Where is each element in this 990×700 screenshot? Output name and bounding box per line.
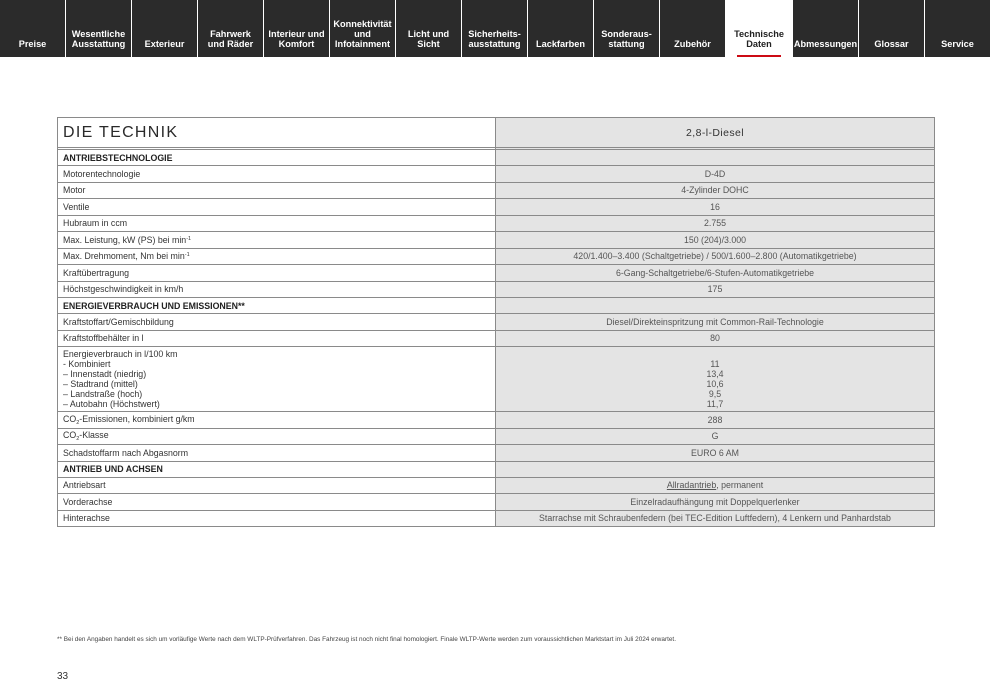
table-row: Max. Leistung, kW (PS) bei $\min^{-1}$ 150 (204)/3.000 <box>58 232 935 249</box>
table-row: Kraftstoffbehälter in l 80 <box>58 330 935 347</box>
table-row: Motorentechnologie D-4D <box>58 166 935 183</box>
section-title: ENERGIEVERBRAUCH UND EMISSIONEN** <box>58 298 496 314</box>
tab-service[interactable]: Service <box>925 0 990 57</box>
table-title: DIE TECHNIK <box>58 118 496 148</box>
page-number: 33 <box>57 671 69 682</box>
tab-konnektivitaet[interactable]: Konnektivität und Infotainment <box>330 0 395 57</box>
tab-fahrwerk-und-raeder[interactable]: Fahrwerk und Räder <box>198 0 263 57</box>
tab-zubehoer[interactable]: Zubehör <box>660 0 725 57</box>
table-row: Max. Drehmoment, Nm bei $\min^{-1}$ 420/1.400–3.400 (Schaltgetriebe) / 500/1.600–2.800 (Automatikgetriebe) <box>58 248 935 265</box>
top-navigation <box>0 0 990 57</box>
table-row: Vorderachse Einzelradaufhängung mit Doppelquerlenker <box>58 494 935 511</box>
table-row: Schadstoffarm nach Abgasnorm EURO 6 AM <box>58 445 935 462</box>
table-row-verbrauch: Energieverbrauch in l/100 km - Kombiniert – Innenstadt (niedrig) – Stadtrand (mittel) – Landstraße (hoch) – Autobahn (Höchstwert) 11 13,4 10,6 9,5 11,7 <box>58 347 935 412</box>
table-row: $CO_2$-Emissionen, kombiniert g/km 288 <box>58 412 935 429</box>
table-row: Hubraum in ccm 2.755 <box>58 215 935 232</box>
spec-table <box>57 117 935 527</box>
table-row: Motor 4-Zylinder DOHC <box>58 182 935 199</box>
tab-lackfarben[interactable]: Lackfarben <box>528 0 593 57</box>
table-row: $CO_2$-Klasse G <box>58 428 935 445</box>
tab-abmessungen[interactable]: Abmessungen <box>793 0 858 57</box>
tab-glossar[interactable]: Glossar <box>859 0 924 57</box>
section-title: ANTRIEB UND ACHSEN <box>58 461 496 477</box>
section-row <box>58 298 935 314</box>
tab-sonderausstattung[interactable]: Sonderaus- stattung <box>594 0 659 57</box>
table-row: Höchstgeschwindigkeit in km/h 175 <box>58 281 935 298</box>
table-row: Kraftübertragung 6-Gang-Schaltgetriebe/6-Stufen-Automatikgetriebe <box>58 265 935 282</box>
tab-exterieur[interactable]: Exterieur <box>132 0 197 57</box>
section-row <box>58 461 935 477</box>
allradantrieb-link[interactable]: Allradantrieb <box>666 480 717 491</box>
table-header-row <box>58 118 935 148</box>
footnote: ** Bei den Angaben handelt es sich um vorläufige Werte nach dem WLTP-Prüfverfahren. Das Fahrzeug ist noch nicht final homologiert. Finale WLTP-Werte werden zum voraussichtlichen Marktstart im Juli 2024 erwartet. <box>57 636 676 643</box>
table-row: Hinterachse Starrachse mit Schraubenfedern (bei TEC-Edition Luftfedern), 4 Lenkern und Panhardstab <box>58 510 935 527</box>
tab-sicherheitsausstattung[interactable]: Sicherheits- ausstattung <box>462 0 527 57</box>
table-row: Antriebsart Allradantrieb, permanent <box>58 477 935 494</box>
tab-technische-daten[interactable]: Technische Daten <box>726 0 792 57</box>
section-row <box>58 150 935 166</box>
table-row: Ventile 16 <box>58 199 935 216</box>
tab-preise[interactable]: Preise <box>0 0 65 57</box>
column-header: 2,8-l-Diesel <box>496 118 935 148</box>
tab-licht-und-sicht[interactable]: Licht und Sicht <box>396 0 461 57</box>
tab-interieur-und-komfort[interactable]: Interieur und Komfort <box>264 0 329 57</box>
section-title: ANTRIEBSTECHNOLOGIE <box>58 150 496 166</box>
table-row: Kraftstoffart/Gemischbildung Diesel/Direkteinspritzung mit Common-Rail-Technologie <box>58 314 935 331</box>
tab-wesentliche-ausstattung[interactable]: Wesentliche Ausstattung <box>66 0 131 57</box>
